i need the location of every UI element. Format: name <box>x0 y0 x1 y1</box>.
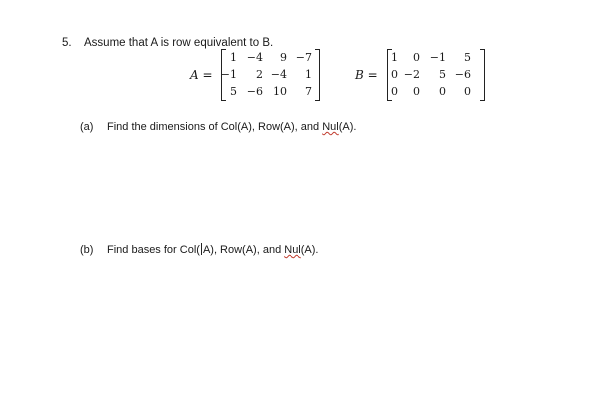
problem-number: 5. <box>62 37 72 49</box>
matrix-a-cell: −6 <box>246 85 263 98</box>
matrix-b-cell: 0 <box>391 68 398 81</box>
matrix-a-label: A = <box>190 68 213 82</box>
part-b-text-mid: A), Row(A), and <box>202 244 285 256</box>
matrix-a-cell: −7 <box>295 51 312 64</box>
matrix-a-cell: 9 <box>280 51 287 64</box>
problem-text: Assume that A is row equivalent to B. <box>84 37 274 49</box>
matrix-a-cell: 5 <box>230 85 237 98</box>
matrix-a-cell: 1 <box>230 51 237 64</box>
text-cursor <box>201 243 202 255</box>
matrix-b-cell: 5 <box>464 51 471 64</box>
matrix-b-cell: 5 <box>439 68 446 81</box>
matrix-b-cell: 0 <box>391 85 398 98</box>
matrix-b <box>355 49 490 101</box>
matrix-b-cell: −1 <box>429 51 446 64</box>
part-b-text-end: (A). <box>300 244 319 256</box>
matrix-a-cell: 2 <box>256 68 263 81</box>
matrix-b-cell: 0 <box>464 85 471 98</box>
part-b-text: Find bases for Col( <box>107 244 200 256</box>
matrix-b-cell: −6 <box>454 68 471 81</box>
matrix-b-cell: 0 <box>413 85 420 98</box>
matrix-a-cell: 10 <box>273 85 287 98</box>
matrix-a-right-bracket <box>315 49 320 101</box>
matrix-a <box>190 49 330 101</box>
matrix-a-cell: −4 <box>246 51 263 64</box>
matrix-b-cell: 0 <box>439 85 446 98</box>
matrix-a-cell: −4 <box>270 68 287 81</box>
matrix-b-right-bracket <box>480 49 485 101</box>
part-a-text: Find the dimensions of Col(A), Row(A), and <box>107 121 323 133</box>
part-a-label: (a) <box>80 121 94 133</box>
part-b-label: (b) <box>80 244 94 256</box>
matrix-b-cell: −2 <box>403 68 420 81</box>
matrix-b-cell: 1 <box>391 51 398 64</box>
matrix-a-cell: 7 <box>305 85 312 98</box>
matrix-a-cell: −1 <box>220 68 237 81</box>
matrix-b-cell: 0 <box>413 51 420 64</box>
matrix-a-cell: 1 <box>305 68 312 81</box>
matrix-b-label: B = <box>355 68 378 82</box>
part-b[interactable] <box>80 243 319 256</box>
part-a-text-end: (A). <box>338 121 357 133</box>
part-a-spellcheck-word: Nul <box>322 121 339 133</box>
part-b-spellcheck-word: Nul <box>284 244 301 256</box>
part-a <box>80 121 356 133</box>
problem-statement <box>62 37 273 49</box>
